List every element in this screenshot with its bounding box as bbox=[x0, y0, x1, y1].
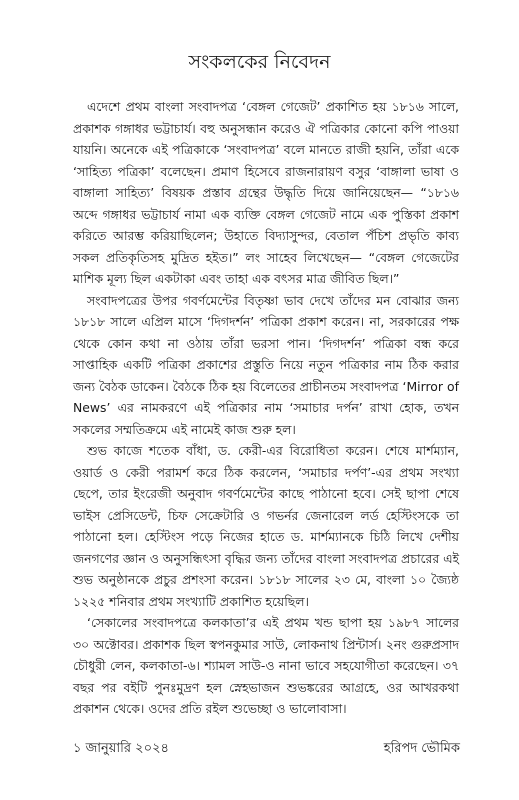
page-footer bbox=[0, 738, 519, 760]
paragraph-1: এদেশে প্রথম বাংলা সংবাদপত্র ‘বেঙ্গল গেজেট’ প্রকাশিত হয় ১৮১৬ সালে, প্রকাশক গঙ্গাধর ভট্টাচার্য। বহু অনুসন্ধান করেও ঐ পত্রিকার কোনো কপি পাওয়া যায়নি। অনেকে এই পত্রিকাকে ‘সংবাদপত্র’ বলে মানতে রাজী হয়নি, তাঁরা একে ‘সাহিত্য পত্রিকা’ বলেছেন। প্রমাণ হিসেবে রাজনারায়ণ বসুর ‘বাঙ্গালা ভাষা ও বাঙ্গালা সাহিত্য’ বিষয়ক প্রস্তাব গ্রন্থের উদ্ধৃতি দিয়ে জানিয়েছেন— “১৮১৬ অব্দে গঙ্গাধর ভট্টাচার্য নামা এক ব্যক্তি বেঙ্গল গেজেট নামে এক পুস্তিকা প্রকাশ করিতে আরম্ভ করিয়াছিলেন; উহাতে বিদ্যাসুন্দর, বেতাল পঁচিশ প্রভৃতি কাব্য সকল প্রতিকৃতিসহ মুদ্রিত হইত।” লং সাহেব লিখেছেন— “বেঙ্গল গেজেটের মাশিক মূল্য ছিল একটাকা এবং তাহা এক বৎসর মাত্র জীবিত ছিল।” bbox=[73, 99, 459, 286]
footer-author: হরিপদ ভৌমিক bbox=[383, 741, 460, 756]
paragraph-3: শুভ কাজে শতেক বাঁধা, ড. কেরী-এর বিরোধিতা করেন। শেষে মার্শম্যান, ওয়ার্ড ও কেরী পরামর্শ করে ঠিক করলেন, ‘সমাচার দর্পণ’-এর প্রথম সংখ্যা ছেপে, তার ইংরেজী অনুবাদ গবর্ণমেন্টের কাছে পাঠানো হবে। সেই ছাপা শেষে ভাইস প্রেসিডেন্ট, চিফ সেক্রেটারি ও গভর্নর জেনারেল লর্ড হেস্টিংসকে তা পাঠানো হল। হেস্টিংস পড়ে নিজের হাতে ড. মার্শম্যানকে চিঠি লিখে দেশীয় জনগণের জ্ঞান ও অনুসন্ধিৎসা বৃদ্ধির জন্য তাঁদের বাংলা সংবাদপত্র প্রচারের এই শুভ অনুষ্ঠানকে প্রচুর প্রশংসা করেন। ১৮১৮ সালের ২৩ মে, বাংলা ১০ জ্যৈষ্ঠ ১২২৫ শনিবার প্রথম সংখ্যাটি প্রকাশিত হয়েছিল। bbox=[73, 443, 459, 609]
paragraph-4: ‘সেকালের সংবাদপত্রে কলকাতা’র এই প্রথম খন্ড ছাপা হয় ১৯৮৭ সালের ৩০ অক্টোবর। প্রকাশক ছিল স্বপনকুমার সাউ, লোকনাথ প্রিন্টার্স। ২নং গুরুপ্রসাদ চৌধুরী লেন, কলকাতা-৬। শ্যামল সাউ-ও নানা ভাবে সহযোগীতা করেছেন। ৩৭ বছর পর বইটি পুনঃমুদ্রণ হল স্নেহভাজন শুভঙ্করের আগ্রহে, ওর আখরকথা প্রকাশন থেকে। ওদের প্রতি রইল শুভেচ্ছা ও ভালোবাসা। bbox=[73, 615, 459, 716]
footer-date: ১ জানুয়ারি ২০২৪ bbox=[73, 741, 169, 756]
page-title: সংকলকের নিবেদন bbox=[188, 51, 331, 73]
body-text bbox=[73, 96, 459, 720]
paragraph-2: সংবাদপত্রের উপর গবর্ণমেন্টের বিতৃষ্ণা ভাব দেখে তাঁদের মন বোঝার জন্য ১৮১৮ সালে এপ্রিল মাসে ‘দিগদর্শন’ পত্রিকা প্রকাশ করেন। না, সরকারের পক্ষ থেকে কোন কথা না ওঠায় তাঁরা ভরসা পান। ‘দিগদর্শন’ পত্রিকা বন্ধ করে সাপ্তাহিক একটি পত্রিকা প্রকাশের প্রস্তুতি নিয়ে নতুন পত্রিকার নাম ঠিক করার জন্য বৈঠক ডাকেন। বৈঠকে ঠিক হয় বিলেতের প্রাচীনতম সংবাদপত্র ‘Mirror of News’ এর নামকরণে এই পত্রিকার নাম ‘সমাচার দর্পন’ রাখা হোক, তখন সকলের সম্মতিক্রমে এই নামেই কাজ শুরু হল। bbox=[73, 292, 459, 437]
